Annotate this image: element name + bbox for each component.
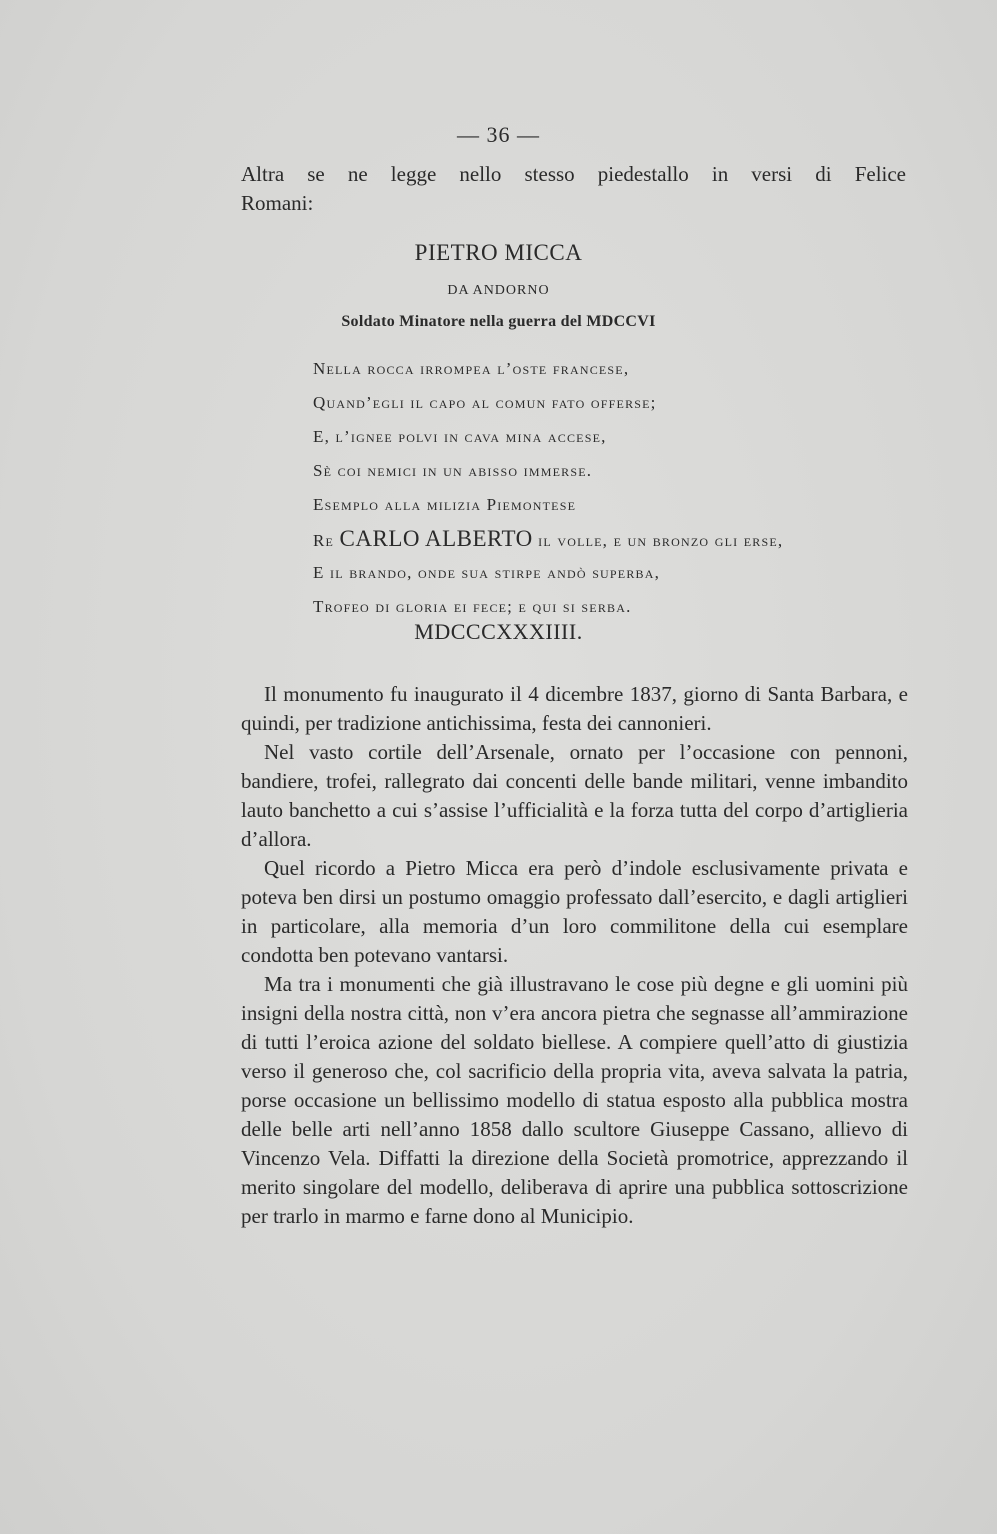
verse-6-name: CARLO ALBERTO <box>339 526 533 551</box>
inscription-subtitle: DA ANDORNO <box>447 283 550 298</box>
inscription-date: MDCCCXXXIIII. <box>414 619 583 644</box>
verse-line: E, l’ignee polvi in cava mina accese, <box>313 427 607 446</box>
paragraph: Nel vasto cortile dell’Arsenale, ornato per l’occasione con pennoni, bandiere, trofei, rallegrato dai concenti delle bande militari, venne imbandito lauto banchetto a cui s’assise l’ufficialità e la forza tutta del corpo d’artiglieria d’allora. <box>241 740 908 851</box>
page-number: — 36 — <box>457 122 540 147</box>
verse-line: E il brando, onde sua stirpe andò superba, <box>313 563 661 582</box>
verse-6-end: il volle, e un bronzo gli erse, <box>538 531 784 550</box>
paragraph: Ma tra i monumenti che già illustravano le cose più degne e gli uomini più insigni della nostra città, non v’era ancora pietra che segnasse all’ammirazione di tutti l’eroica azione del soldato biellese. A compiere quell’atto di giustizia verso il generoso che, col sacrificio della propria vita, aveva salvata la patria, porse occasione un bellissimo modello di statua esposto alla pubblica mostra delle belle arti nell’anno 1858 dallo scultore Giuseppe Cassano, allievo di Vincenzo Vela. Diffatti la direzione della Società promotrice, apprezzando il merito singolare del modello, deliberava di aprire una pubblica sottoscrizione per trarlo in marmo e farne dono al Municipio. <box>241 972 908 1228</box>
verse-line: Sè coi nemici in un abisso immerse. <box>313 461 593 480</box>
verse-line-carlo-alberto <box>313 522 913 556</box>
inscription-subtitle-bold: Soldato Minatore nella guerra del MDCCVI <box>341 313 656 330</box>
verse-6-start: Re <box>313 531 335 550</box>
inscription-title: PIETRO MICCA <box>414 240 583 265</box>
intro-line-2: Romani: <box>241 191 314 215</box>
intro-paragraph <box>241 160 906 218</box>
verse-line: Trofeo di gloria ei fece; e qui si serba. <box>313 597 632 616</box>
inscription-verses <box>313 352 913 624</box>
paragraph: Quel ricordo a Pietro Micca era però d’indole esclusivamente privata e poteva ben dirsi un postumo omaggio professato dall’esercito, e dagli artiglieri in particolare, alla memoria d’un loro commilitone della cui esemplare condotta ben potevano vantarsi. <box>241 856 908 967</box>
verse-line: Esemplo alla milizia Piemontese <box>313 495 577 514</box>
verse-line: Quand’egli il capo al comun fato offerse; <box>313 393 657 412</box>
intro-line-1: Altra se ne legge nello stesso piedestallo in versi di Felice <box>241 162 906 186</box>
verse-line: Nella rocca irrompea l’oste francese, <box>313 359 630 378</box>
paragraph: Il monumento fu inaugurato il 4 dicembre 1837, giorno di Santa Barbara, e quindi, per tradizione antichissima, festa dei cannonieri. <box>241 682 908 735</box>
body-text <box>241 680 908 1231</box>
